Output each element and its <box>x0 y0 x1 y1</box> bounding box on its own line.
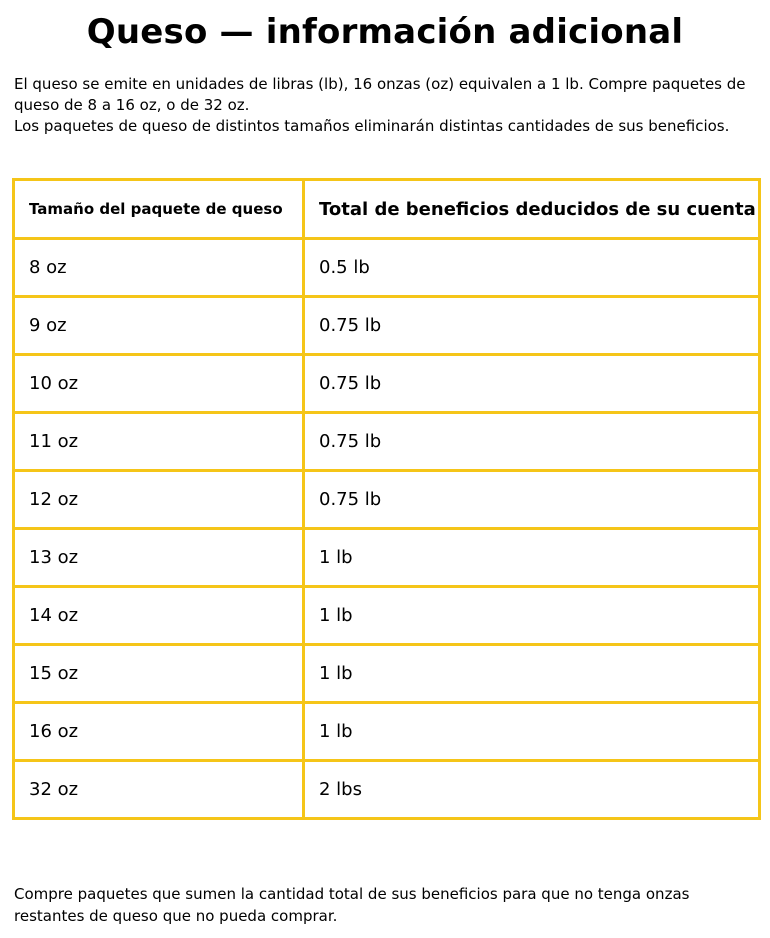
cell-package-size: 13 oz <box>14 529 304 587</box>
cell-package-size: 8 oz <box>14 239 304 297</box>
cell-package-size: 10 oz <box>14 355 304 413</box>
table-row <box>14 761 760 819</box>
header-benefits-deducted: Total de beneficios deducidos de su cuenta <box>304 180 760 239</box>
cell-benefits-deducted: 1 lb <box>304 645 760 703</box>
cell-package-size: 11 oz <box>14 413 304 471</box>
table-row <box>14 355 760 413</box>
table-row <box>14 239 760 297</box>
header-package-size: Tamaño del paquete de queso <box>14 180 304 239</box>
cell-benefits-deducted: 1 lb <box>304 587 760 645</box>
table-header-row <box>14 180 760 239</box>
cell-package-size: 14 oz <box>14 587 304 645</box>
footer-note: Compre paquetes que sumen la cantidad total de sus beneficios para que no tenga onzas restantes de queso que no pueda comprar. <box>14 885 690 925</box>
cell-package-size: 12 oz <box>14 471 304 529</box>
table-row <box>14 645 760 703</box>
intro-paragraph-benefits: Los paquetes de queso de distintos tamaños eliminarán distintas cantidades de sus beneficios. <box>14 117 730 135</box>
cell-package-size: 32 oz <box>14 761 304 819</box>
page-title: Queso — información adicional <box>86 12 684 52</box>
table-row <box>14 413 760 471</box>
cell-benefits-deducted: 2 lbs <box>304 761 760 819</box>
cell-benefits-deducted: 0.75 lb <box>304 471 760 529</box>
cell-package-size: 9 oz <box>14 297 304 355</box>
cell-benefits-deducted: 1 lb <box>304 529 760 587</box>
cheese-size-table <box>12 178 761 820</box>
intro-paragraph-units: El queso se emite en unidades de libras (lb), 16 onzas (oz) equivalen a 1 lb. Compre paquetes de queso de 8 a 16 oz, o de 32 oz. <box>14 75 746 114</box>
cell-package-size: 16 oz <box>14 703 304 761</box>
cell-benefits-deducted: 0.75 lb <box>304 297 760 355</box>
table-row <box>14 703 760 761</box>
table-row <box>14 471 760 529</box>
table-row <box>14 587 760 645</box>
cell-package-size: 15 oz <box>14 645 304 703</box>
table-row <box>14 297 760 355</box>
intro-text <box>14 74 754 137</box>
cell-benefits-deducted: 0.75 lb <box>304 355 760 413</box>
table-row <box>14 529 760 587</box>
cell-benefits-deducted: 0.5 lb <box>304 239 760 297</box>
cell-benefits-deducted: 0.75 lb <box>304 413 760 471</box>
cell-benefits-deducted: 1 lb <box>304 703 760 761</box>
